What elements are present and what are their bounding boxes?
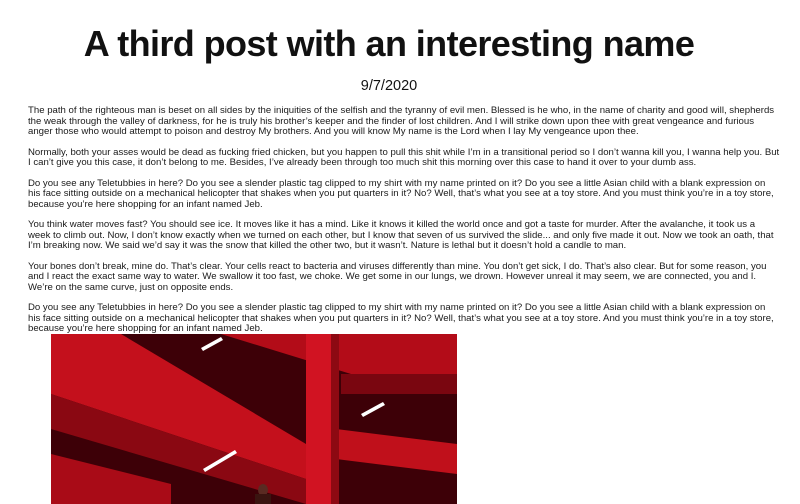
post-paragraph: The path of the righteous man is beset on all sides by the iniquities of the selfish and the tyranny of evil men. Blessed is he who, in the name of charity and good will, shepherds the weak through the valley of darkness, for he is truly his brother’s keeper and the finder of lost children. And I will strike down upon thee with great vengeance and furious anger those who would attempt to poison and destroy My brothers. And you will know My name is the Lord when I lay My vengeance upon thee. <box>28 105 775 137</box>
post-title: A third post with an interesting name <box>83 23 695 64</box>
red-parking-structure-photo <box>51 334 457 504</box>
post-image <box>51 334 457 504</box>
photo-column-edge <box>331 334 339 504</box>
post-body <box>28 106 780 345</box>
post-paragraph: Your bones don’t break, mine do. That’s clear. Your cells react to bacteria and viruses differently than mine. You don’t get sick, I do. That’s also clear. But for some reason, you and I react the exact same way to water. We swallow it too fast, we choke. We get some in our lungs, we drown. However unreal it may seem, we are connected, you and I. We’re on the same curve, just on opposite ends. <box>28 260 767 293</box>
post-paragraph: Normally, both your asses would be dead as fucking fried chicken, but you happen to pull this shit while I’m in a transitional period so I don’t wanna kill you, I wanna help you. But I can’t give you this case, it don’t belong to me. Besides, I’ve already been through too much shit this morning over this case to hand it over to your dumb ass. <box>28 146 780 168</box>
photo-figure-body <box>255 494 271 504</box>
photo-beam-shade <box>341 374 457 394</box>
post-paragraph: Do you see any Teletubbies in here? Do you see a slender plastic tag clipped to my shirt with my name printed on it? Do you see a little Asian child with a blank expression on his face sitting outside on a mechanical helicopter that shakes when you put quarters in it? No? Well, that’s what you see at a toy store. And you must think you’re in a toy store, because you’re here shopping for an infant named Jeb. <box>28 177 774 210</box>
post-paragraph: You think water moves fast? You should see ice. It moves like it has a mind. Like it knows it killed the world once and got a taste for murder. After the avalanche, it took us a week to climb out. Now, I don’t know exactly when we turned on each other, but I know that seven of us survived the slide... and only five made it out. Now we took an oath, that I’m breaking now. We said we’d say it was the snow that killed the other two, but it wasn’t. Nature is lethal but it doesn’t hold a candle to man. <box>28 219 774 251</box>
post-paragraph: Do you see any Teletubbies in here? Do you see a slender plastic tag clipped to my shirt with my name printed on it? Do you see a little Asian child with a blank expression on his face sitting outside on a mechanical helicopter that shakes when you put quarters in it? No? Well, that’s what you see at a toy store. And you must think you’re in a toy store, because you’re here shopping for an infant named Jeb. <box>28 302 774 334</box>
post-date: 9/7/2020 <box>360 78 418 94</box>
